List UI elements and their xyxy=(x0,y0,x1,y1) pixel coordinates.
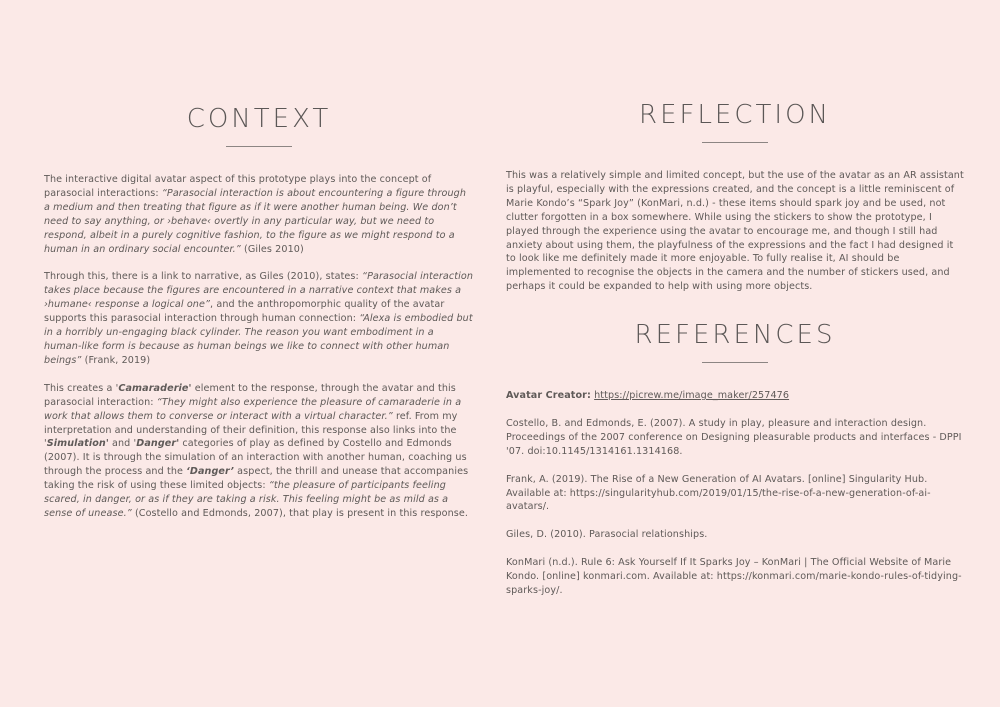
citation-frank: (Frank, 2019) xyxy=(81,354,151,366)
text-run: aspect, the thrill and unease that accompanies taking the risk of using these limited objects: xyxy=(44,466,469,492)
context-heading: CONTEXT xyxy=(186,104,332,134)
citation-giles: (Giles 2010) xyxy=(240,243,304,255)
reflection-heading: REFLECTION xyxy=(639,100,831,130)
context-divider xyxy=(226,146,292,147)
term-danger-quoted: ‘Danger’ xyxy=(186,466,235,478)
references-heading: REFERENCES xyxy=(634,320,836,350)
text-run: element to the response, through the avatar and this parasocial interaction: xyxy=(44,382,456,408)
context-body xyxy=(44,173,474,521)
text-run: This creates a ' xyxy=(44,382,119,394)
reference-konmari: KonMari (n.d.). Rule 6: Ask Yourself If It Sparks Joy – KonMari | The Official Website of Marie Kondo. [online] konmari.com. Available at: https://konmari.com/marie-kondo-rules-of-tidying-sparks-joy/. xyxy=(506,557,962,597)
text-run: and ' xyxy=(108,438,137,450)
text-run: (Costello and Edmonds, 2007), that play is present in this response. xyxy=(131,507,469,519)
avatar-creator-label: Avatar Creator: xyxy=(506,390,591,401)
term-danger: Danger' xyxy=(136,438,180,450)
text-run: categories of play as defined by Costello and Edmonds (2007). It is through the simulation of an interaction with another human, coaching us through the process and the xyxy=(44,438,467,478)
text-run: ref. From my interpretation and understanding of their definition, this response also links into the ' xyxy=(44,410,458,450)
references-divider xyxy=(702,362,768,363)
text-run: The interactive digital avatar aspect of this prototype plays into the concept of parasocial interactions: xyxy=(44,174,432,199)
quote-giles-2: “Parasocial interaction takes place because the figures are encountered in a narrative context that makes a ›humane‹ response a logical one” xyxy=(44,271,474,311)
text-run: , and the anthropomorphic quality of the avatar supports this parasocial interaction through human connection: xyxy=(44,299,445,325)
quote-danger: “the pleasure of participants feeling scared, in danger, or as if they are taking a risk. This feeling might be as mild as a sense of unease.” xyxy=(44,480,449,519)
context-section xyxy=(44,102,474,521)
reference-frank: Frank, A. (2019). The Rise of a New Generation of AI Avatars. [online] Singularity Hub. Available at: https://singularityhub.com/2019/01/15/the-rise-of-a-new-generation-of-ai-avatars/. xyxy=(506,473,931,513)
references-list xyxy=(506,389,964,598)
context-paragraph-2 xyxy=(44,270,474,367)
context-paragraph-3 xyxy=(44,382,474,521)
references-section xyxy=(506,318,964,598)
reflection-paragraph: This was a relatively simple and limited concept, but the use of the avatar as an AR assistant is playful, especially with the expressions created, and the concept is a little reminiscent of Marie Kondo’s “Spark Joy” (KonMari, n.d.) - these items should spark joy and be used, not clutter forgotten in a box somewhere. While using the stickers to show the prototype, I played through the experience using the avatar to encourage me, and though I still had anxiety about using them, the playfulness of the expressions and the fact I had designed it to look like me definitely made it more enjoyable. To fully realise it, AI should be implemented to recognise the objects in the camera and the number of stickers used, and perhaps it could be expanded to help with using more objects. xyxy=(506,170,964,293)
reference-giles: Giles, D. (2010). Parasocial relationships. xyxy=(506,529,708,541)
quote-giles-1: “Parasocial interaction is about encountering a figure through a medium and then treating that figure as if it were another human being. We don’t need to say anything, or ›behave‹ overtly in any particular way, but we need to respond, albeit in a purely cognitive fashion, to the figure as we might respond to a human in an ordinary social encounter.” xyxy=(44,187,467,255)
reflection-section xyxy=(506,98,964,294)
term-simulation: Simulation' xyxy=(46,438,109,450)
reference-costello: Costello, B. and Edmonds, E. (2007). A study in play, pleasure and interaction design. Proceedings of the 2007 conference on Designing pleasurable products and interfaces - DPPI '07. doi:10.1145/1314161.1314168. xyxy=(506,417,962,457)
text-run: Through this, there is a link to narrative, as Giles (2010), states: xyxy=(44,271,363,283)
reflection-divider xyxy=(702,142,768,143)
quote-camaraderie: “They might also experience the pleasure of camaraderie in a work that allows them to converse or interact with a virtual character.” xyxy=(44,396,462,422)
context-paragraph-1 xyxy=(44,173,474,256)
term-camaraderie: Camaraderie' xyxy=(118,382,192,394)
reference-avatar-creator xyxy=(506,389,964,403)
quote-frank: “Alexa is embodied but in a horribly un-engaging black cylinder. The reason you want embodiment in a human-like form is because as human beings we like to connect with other human beings” xyxy=(44,313,473,366)
avatar-creator-link[interactable]: https://picrew.me/image_maker/257476 xyxy=(594,390,790,401)
